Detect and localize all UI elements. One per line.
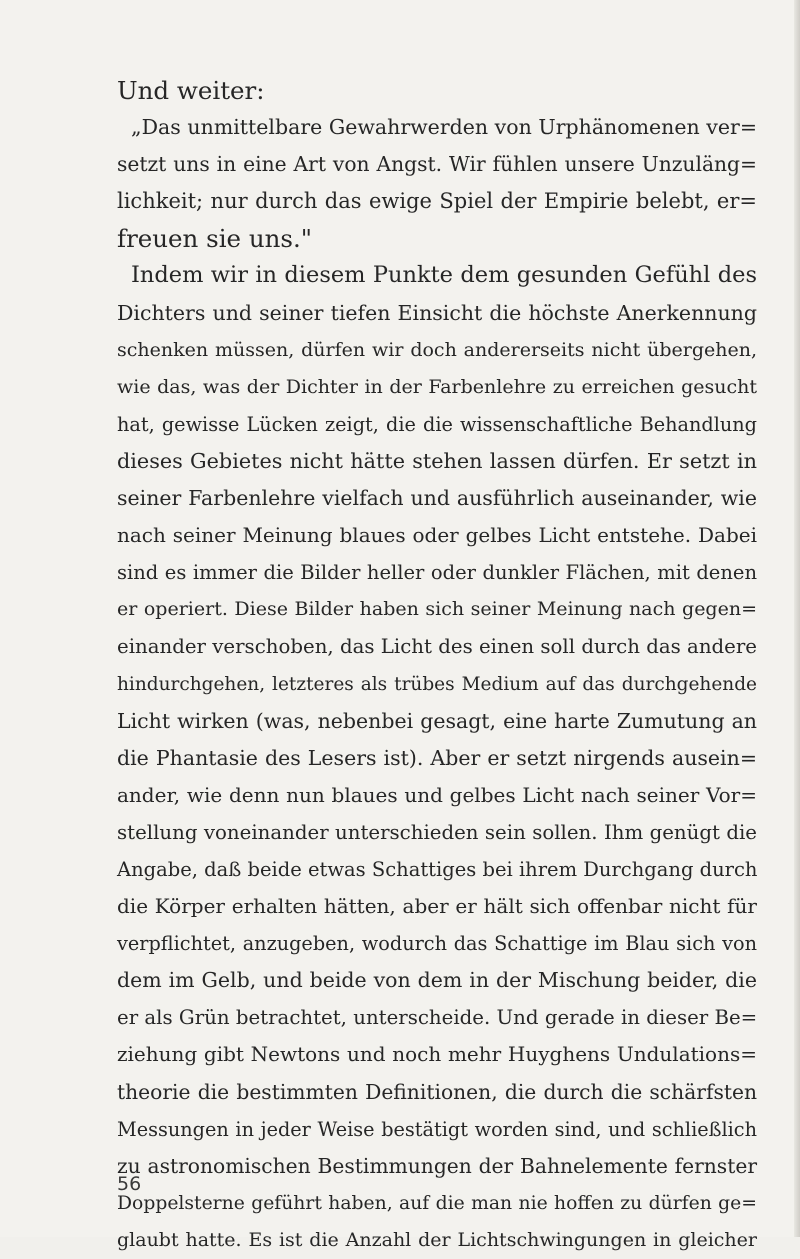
text-line: lichkeit; nur durch das ewige Spiel der Empirie belebt, er= [117,189,757,214]
text-line: Angabe, daß beide etwas Schattiges bei ihrem Durchgang durch [117,857,758,881]
text-line: die Phantasie des Lesers ist). Aber er setzt nirgends ausein= [117,745,757,770]
text-line: freuen sie uns." [117,224,313,254]
text-line: ziehung gibt Newtons und noch mehr Huyghens Undulations= [117,1042,757,1067]
page-edge-shadow [794,0,800,1237]
text-line: setzt uns in eine Art von Angst. Wir fühlen unsere Unzuläng= [117,152,757,177]
text-line: hindurchgehen, letzteres als trübes Medium auf das durchgehende [117,673,757,695]
text-line: Doppelsterne geführt haben, auf die man nie hoffen zu dürfen ge= [117,1192,757,1214]
text-line: nach seiner Meinung blaues oder gelbes Licht entstehe. Dabei [117,523,757,548]
text-line: er als Grün betrachtet, unterscheide. Und gerade in dieser Be= [117,1006,758,1030]
text-line: dem im Gelb, und beide von dem in der Mischung beider, die [117,968,757,993]
text-line: dieses Gebietes nicht hätte stehen lassen dürfen. Er setzt in [117,448,757,473]
text-line: Indem wir in diesem Punkte dem gesunden Gefühl des [131,262,757,289]
text-line: verpflichtet, anzugeben, wodurch das Schattige im Blau sich von [117,932,757,956]
text-line: Dichters und seiner tiefen Einsicht die höchste Anerkennung [117,300,757,325]
text-line: stellung voneinander unterschieden sein sollen. Ihm genügt die [117,820,757,844]
text-line: theorie die bestimmten Definitionen, die durch die schärfsten [117,1079,757,1104]
text-line: hat, gewisse Lücken zeigt, die die wissenschaftliche Behandlung [117,412,757,436]
text-line: Messungen in jeder Weise bestätigt worden sind, und schließlich [117,1117,757,1141]
text-line: „Das unmittelbare Gewahrwerden von Urphänomenen ver= [131,115,757,140]
text-line: schenken müssen, dürfen wir doch andererseits nicht übergehen, [117,338,757,361]
text-line: Und weiter: [117,76,265,105]
text-line: einander verschoben, das Licht des einen soll durch das andere [117,635,757,659]
page-number: 56 [117,1173,142,1195]
text-line: er operiert. Diese Bilder haben sich seiner Meinung nach gegen= [117,598,757,621]
text-line: ander, wie denn nun blaues und gelbes Licht nach seiner Vor= [117,782,757,807]
text-line: sind es immer die Bilder heller oder dunkler Flächen, mit denen [117,561,757,585]
text-line: seiner Farbenlehre vielfach und ausführlich auseinander, wie [117,486,757,511]
text-line: Licht wirken (was, nebenbei gesagt, eine harte Zumutung an [117,708,757,733]
text-line: glaubt hatte. Es ist die Anzahl der Lichtschwingungen in gleicher [117,1228,757,1251]
text-line: wie das, was der Dichter in der Farbenlehre zu erreichen gesucht [117,375,757,398]
text-line: die Körper erhalten hätten, aber er hält sich offenbar nicht für [117,894,757,919]
text-line: zu astronomischen Bestimmungen der Bahnelemente fernster [117,1153,757,1178]
body-text [117,72,757,1259]
